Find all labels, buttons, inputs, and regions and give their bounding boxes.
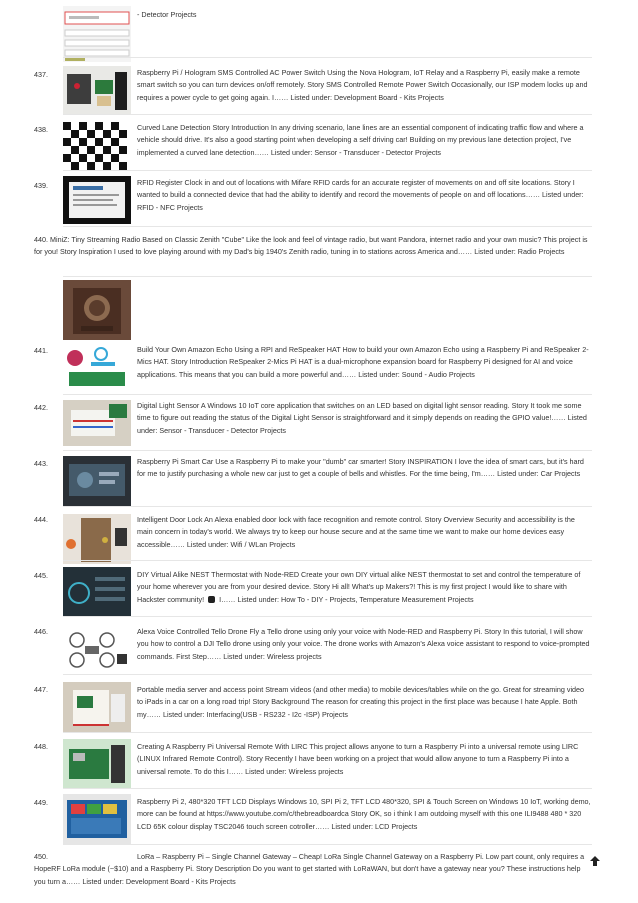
media-server-image bbox=[63, 682, 131, 732]
door-lock-image bbox=[63, 514, 131, 564]
divider bbox=[63, 616, 592, 617]
thumbnail[interactable] bbox=[63, 794, 131, 844]
thumbnail[interactable] bbox=[63, 456, 131, 506]
entry-text[interactable] bbox=[34, 851, 592, 888]
entry-number: 438. bbox=[34, 125, 48, 134]
scroll-to-top-button[interactable] bbox=[590, 853, 600, 863]
checkerboard-image bbox=[63, 122, 131, 170]
thumbnail[interactable] bbox=[63, 739, 131, 789]
thumbnail[interactable] bbox=[63, 176, 131, 224]
entry-text[interactable]: Raspberry Pi Smart Car Use a Raspberry Pi to make your "dumb" car smarter! Story INSPIRATION I love the idea of smart cars, but it's hard for me to justify purchasing a whole new car just to get a couple of bells and whistles. For the time being, I'm…… Listed under: Car Projects bbox=[137, 457, 584, 479]
form-screenshot-image bbox=[63, 6, 131, 62]
entry-text[interactable]: Creating A Raspberry Pi Universal Remote With LIRC This project allows anyone to turn a Raspberry Pi into a universal remote using LIRC (LINUX Infrared Remote Control). Story Recently I have been working on a project that would allow anyone to turn a Raspberry Pi into a universal remote. To do this I…… Listed under: Wireless projects bbox=[137, 742, 579, 776]
entry-number: 450. bbox=[34, 852, 48, 861]
thermostat-ui-image bbox=[63, 567, 131, 617]
entry-number: 440. bbox=[34, 235, 48, 244]
smile-icon bbox=[208, 596, 215, 603]
radio-thumbnail[interactable] bbox=[63, 280, 131, 340]
divider bbox=[63, 57, 592, 58]
thumbnail[interactable] bbox=[63, 66, 131, 114]
entry-text[interactable] bbox=[34, 234, 592, 259]
tft-lcd-image bbox=[63, 794, 131, 844]
entry-number: 448. bbox=[34, 742, 48, 751]
entry-number: 441. bbox=[34, 346, 48, 355]
entry-text[interactable]: Digital Light Sensor A Windows 10 IoT core application that switches on an LED based on digital light sensor reading. Story It took me some time to figure out reading the status of the Digital Light Sensor is straightforward and it simply depends on reading the GPIO value!…… Listed under: Sensor - Transducer - Detector Projects bbox=[137, 401, 587, 435]
vintage-radio-image bbox=[63, 280, 131, 340]
lirc-remote-image bbox=[63, 739, 131, 789]
thumbnail[interactable] bbox=[63, 514, 131, 564]
thumbnail-top[interactable] bbox=[63, 6, 131, 62]
arrow-up-icon bbox=[590, 856, 600, 866]
divider bbox=[63, 394, 592, 395]
entry-body-tail: I…… Listed under: How To - DIY - Projects, Temperature Measurement Projects bbox=[217, 594, 474, 604]
entry-text[interactable]: Intelligent Door Lock An Alexa enabled door lock with face recognition and remote control. Story Overview Security and accessibility is the main concern in today's world. We always try to keep our house secure and at the same time we want to make our home devices easy accessible…… Listed under: Wifi / WLan Projects bbox=[137, 515, 575, 549]
divider bbox=[63, 170, 592, 171]
entry-number: 445. bbox=[34, 571, 48, 580]
entry-text[interactable]: Alexa Voice Controlled Tello Drone Fly a Tello drone using only your voice with Node-RED and Raspberry Pi. Story In this tutorial, I will show you how to control a DJI Tello drone using only your voice. The drone works with Amazon's Alexa voice assistant to respond to voice-prompted commands. First Step…… Listed under: Wireless projects bbox=[137, 627, 590, 661]
entry-number: 439. bbox=[34, 181, 48, 190]
entry-body: MiniZ: Tiny Streaming Radio Based on Classic Zenith "Cube" Like the look and feel of vintage radio, but want Pandora, internet radio and your own music? This project is for you! Story Inspiration I used to love playing around with my Dad's big 1940's Zenith radio, tuning in to stations across America and…… Listed under: Radio Projects bbox=[34, 235, 588, 257]
divider bbox=[63, 732, 592, 733]
entry-number: 443. bbox=[34, 459, 48, 468]
entry-text: - Detector Projects bbox=[137, 10, 197, 19]
divider bbox=[63, 450, 592, 451]
car-dashboard-image bbox=[63, 456, 131, 506]
entry-body: DIY Virtual Alike NEST Thermostat with Node-RED Create your own DIY virtual alike NEST thermostat to set and control the temperature of your home wherever you are from your desired device. Story Hi all! What's up Makers?! This is my first project I would like to share with Hackster community! bbox=[137, 570, 581, 604]
divider bbox=[63, 674, 592, 675]
rfid-screen-image bbox=[63, 176, 131, 224]
divider bbox=[63, 276, 592, 277]
amazon-echo-image bbox=[63, 344, 131, 390]
sms-power-switch-image bbox=[63, 66, 131, 114]
thumbnail[interactable] bbox=[63, 344, 131, 390]
entry-number: 446. bbox=[34, 627, 48, 636]
entry-text[interactable] bbox=[137, 569, 592, 606]
thumbnail[interactable] bbox=[63, 400, 131, 446]
drone-image bbox=[63, 624, 131, 674]
thumbnail[interactable] bbox=[63, 682, 131, 732]
thumbnail[interactable] bbox=[63, 567, 131, 617]
divider bbox=[63, 114, 592, 115]
entry-body: LoRa – Raspberry Pi – Single Channel Gateway – Cheap! LoRa Single Channel Gateway on a Raspberry Pi. Low part count, only requires a HopeRF LoRa module (~$10) and a Raspberry Pi. Story Description Do you want to get started with LoRaWAN, but don't have a gateway near you? These instructions help you turn a…… Listed under: Development Board - Kits Projects bbox=[34, 852, 585, 886]
divider bbox=[63, 506, 592, 507]
divider bbox=[63, 560, 592, 561]
entry-text[interactable]: RFID Register Clock in and out of locations with Mifare RFID cards for an accurate register of movements on and off site locations. Story I wanted to build a connected device that had the ability to identify and record the movements of people on and off locations…… Listed under: RFID - NFC Projects bbox=[137, 178, 584, 212]
divider bbox=[63, 844, 592, 845]
thumbnail[interactable] bbox=[63, 624, 131, 674]
entry-text[interactable]: Portable media server and access point Stream videos (and other media) to mobile devices/tables while on the go. Great for streaming video to iPads in a car on a long road trip! Story Background The reason for creating this project in the first place was because I hate Apple. Both my…… Listed under: Interfacing(USB - RS232 - I2c -ISP) Projects bbox=[137, 685, 585, 719]
breadboard-image bbox=[63, 400, 131, 446]
entry-text[interactable]: Build Your Own Amazon Echo Using a RPI and ReSpeaker HAT How to build your own Amazon Echo using a Raspberry Pi and ReSpeaker 2-Mics HAT. Story Introduction ReSpeaker 2-Mics Pi HAT is a dual-microphone expansion board for Raspberry Pi designed for AI and voice applications. This means that you can build a more powerful and…… Listed under: Sound - Audio Projects bbox=[137, 345, 589, 379]
divider bbox=[63, 788, 592, 789]
entry-text[interactable]: Curved Lane Detection Story Introduction In any driving scenario, lane lines are an essential component of indicating traffic flow and where a vehicle should drive. It's also a good starting point when developing a self driving car! Building on my previous lane detection project, I've implemented a curved lane detection…… Listed under: Sensor - Transducer - Detector Projects bbox=[137, 123, 584, 157]
entry-number: 444. bbox=[34, 515, 48, 524]
thumbnail[interactable] bbox=[63, 122, 131, 170]
entry-number: 449. bbox=[34, 798, 48, 807]
entry-text[interactable]: Raspberry Pi / Hologram SMS Controlled AC Power Switch Using the Nova Hologram, IoT Relay and a Raspberry Pi, easily make a remote smart switch so you can turn devices on/off remotely. Story SMS Controlled Remote Power Switch Occasionally, our ISP modem locks up and requires a power cycle to get going again. I…… Listed under: Development Board - Kits Projects bbox=[137, 68, 588, 102]
divider bbox=[63, 226, 592, 227]
entry-number: 442. bbox=[34, 403, 48, 412]
entry-number: 447. bbox=[34, 685, 48, 694]
entry-text[interactable]: Raspberry Pi 2, 480*320 TFT LCD Displays Windows 10, SPI Pi 2, TFT LCD 480*320, SPI & Touch Screen on Windows 10 IoT, working demo, more can be found at https://www.youtube.com/c/thebreadboardca Story OK, so i think I am outdoing myself with this one ILI9488 480 * 320 LCD 65K colour display TSC2046 touch screen cotroller…… Listed under: LCD Projects bbox=[137, 797, 591, 831]
entry-number: 437. bbox=[34, 70, 48, 79]
